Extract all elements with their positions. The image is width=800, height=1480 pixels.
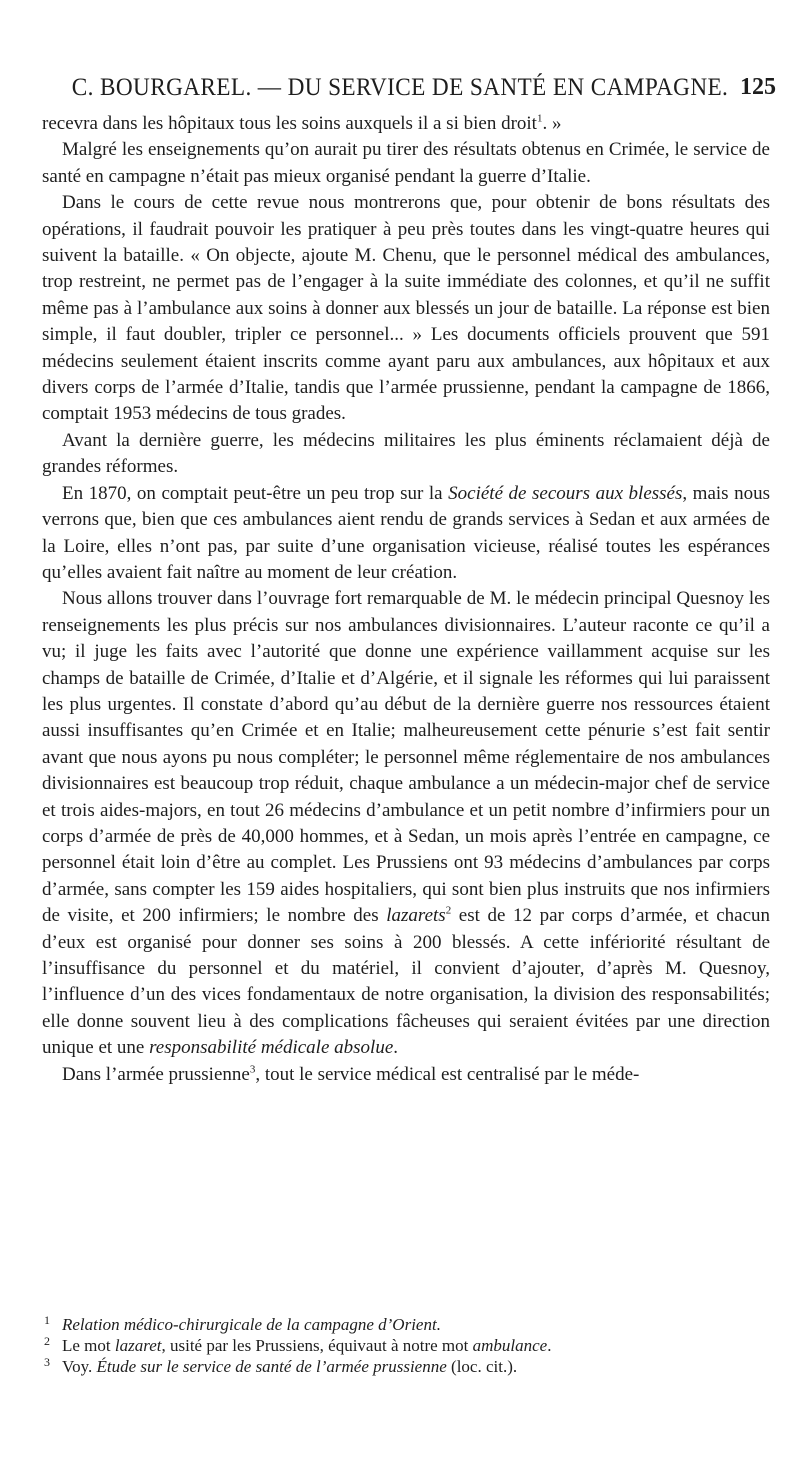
paragraph-4: Avant la dernière guerre, les médecins militaires les plus éminents réclamaient déjà de grandes réformes. — [42, 429, 770, 478]
emphasis-lazarets: lazarets — [386, 905, 446, 927]
running-head — [0, 74, 800, 104]
running-title: C. BOURGAREL. — DU SERVICE DE SANTÉ EN CAMPAGNE. — [71, 74, 729, 101]
paragraph-1: recevra dans les hôpitaux tous les soins auxquels il a si bien droit$^1$. » — [42, 112, 562, 134]
footnotes — [42, 1314, 770, 1377]
emphasis-responsabilite: responsabilité médicale absolue — [149, 1037, 394, 1059]
paragraph-3: Dans le cours de cette revue nous montrerons que, pour obtenir de bons résultats des opérations, il faudrait pouvoir les pratiquer à peu près toutes dans les vingt-quatre heures qui suivent la bataille. « On objecte, ajoute M. Chenu, que le personnel médical des ambulances, trop restreint, ne permet pas de l’engager à la suite immédiate des colonnes, et qu’il ne suffit même pas à l’ambulance aux soins à donner aux blessés un jour de bataille. La réponse est bien simple, il faut doubler, tripler ce personnel... » Les documents officiels prouvent que 591 médecins seulement étaient inscrits comme ayant paru aux ambulances, aux hôpitaux et aux divers corps de l’armée d’Italie, tandis que l’armée prussienne, pendant la campagne de 1866, comptait 1953 médecins de tous grades. — [42, 192, 770, 425]
paragraph-2: Malgré les enseignements qu’on aurait pu tirer des résultats obtenus en Crimée, le service de santé en campagne n’était pas mieux organisé pendant la guerre d’Italie. — [42, 139, 770, 187]
footnote-2: 2 Le mot lazaret, usité par les Prussiens, équivaut à notre mot ambulance. — [44, 1334, 552, 1355]
paragraph-5: En 1870, on comptait peut-être un peu trop sur la Société de secours aux blessés, mais nous verrons que, bien que ces ambulances aient rendu de grands services à Sedan et aux armées de la Loire, elles n’ont pas, par suite d’une organisation vicieuse, réalisé toutes les espérances qu’elles avaient fait naître au moment de leur création. — [42, 482, 770, 583]
emphasis-societe: Société de secours aux blessés — [448, 482, 683, 504]
paragraph-7: Dans l’armée prussienne$^3$, tout le service médical est centralisé par le méde- — [62, 1063, 640, 1085]
paragraph-6: Nous allons trouver dans l’ouvrage fort remarquable de M. le médecin principal Quesnoy les renseignements les plus précis sur nos ambulances divisionnaires. L’auteur raconte ce qu’il a vu; il juge les faits avec l’autorité que donne une expérience vaillamment acquise sur les champs de bataille de Crimée, d’Italie et d’Algérie, et il signale les réformes qui lui paraissent les plus urgentes. Il constate d’abord qu’au début de la dernière guerre nos ressources étaient aussi insuffisantes qu’en Crimée et en Italie; malheureusement cette pénurie s’est fait sentir avant que nous ayons pu nous compléter; le personnel même réglementaire de nos ambulances divisionnaires est beaucoup trop réduit, chaque ambulance a un médecin-major chef de service et trois aides-majors, en tout 26 médecins d’ambulance et un petit nombre d’infirmiers pour un corps d’armée de près de 40,000 hommes, et à Sedan, un mois après l’entrée en campagne, ce personnel était loin d’être au complet. Les Prussiens ont 93 médecins d’ambulances par corps d’armée, sans compter les 159 aides hospitaliers, qui sont bien plus instruits que nos infirmiers de visite, et 200 infirmiers; le nombre des lazarets$^2$ est de 12 par corps d’armée, et chacun d’eux est organisé pour donner ses soins à 200 blessés. A cette infériorité résultant de l’insuffisance du personnel et du matériel, il convient d’ajouter, d’après M. Quesnoy, l’influence d’un des vices fondamentaux de notre organisation, la division des responsabilités; elle donne souvent lieu à des complications fâcheuses qui seraient évitées par une direction unique et une responsabilité médicale absolue. — [42, 588, 771, 1059]
footnote-ref-2: 2 — [445, 904, 452, 917]
page-number: 125 — [740, 74, 776, 100]
footnote-ref-1: 1 — [536, 112, 543, 125]
footnote-3: 3 Voy. Étude sur le service de santé de l’armée prussienne (loc. cit.). — [44, 1355, 518, 1376]
footnote-1: 1 Relation médico-chirurgicale de la campagne d’Orient. — [44, 1313, 441, 1334]
footnote-ref-3: 3 — [249, 1063, 256, 1076]
body-text — [42, 111, 770, 1088]
